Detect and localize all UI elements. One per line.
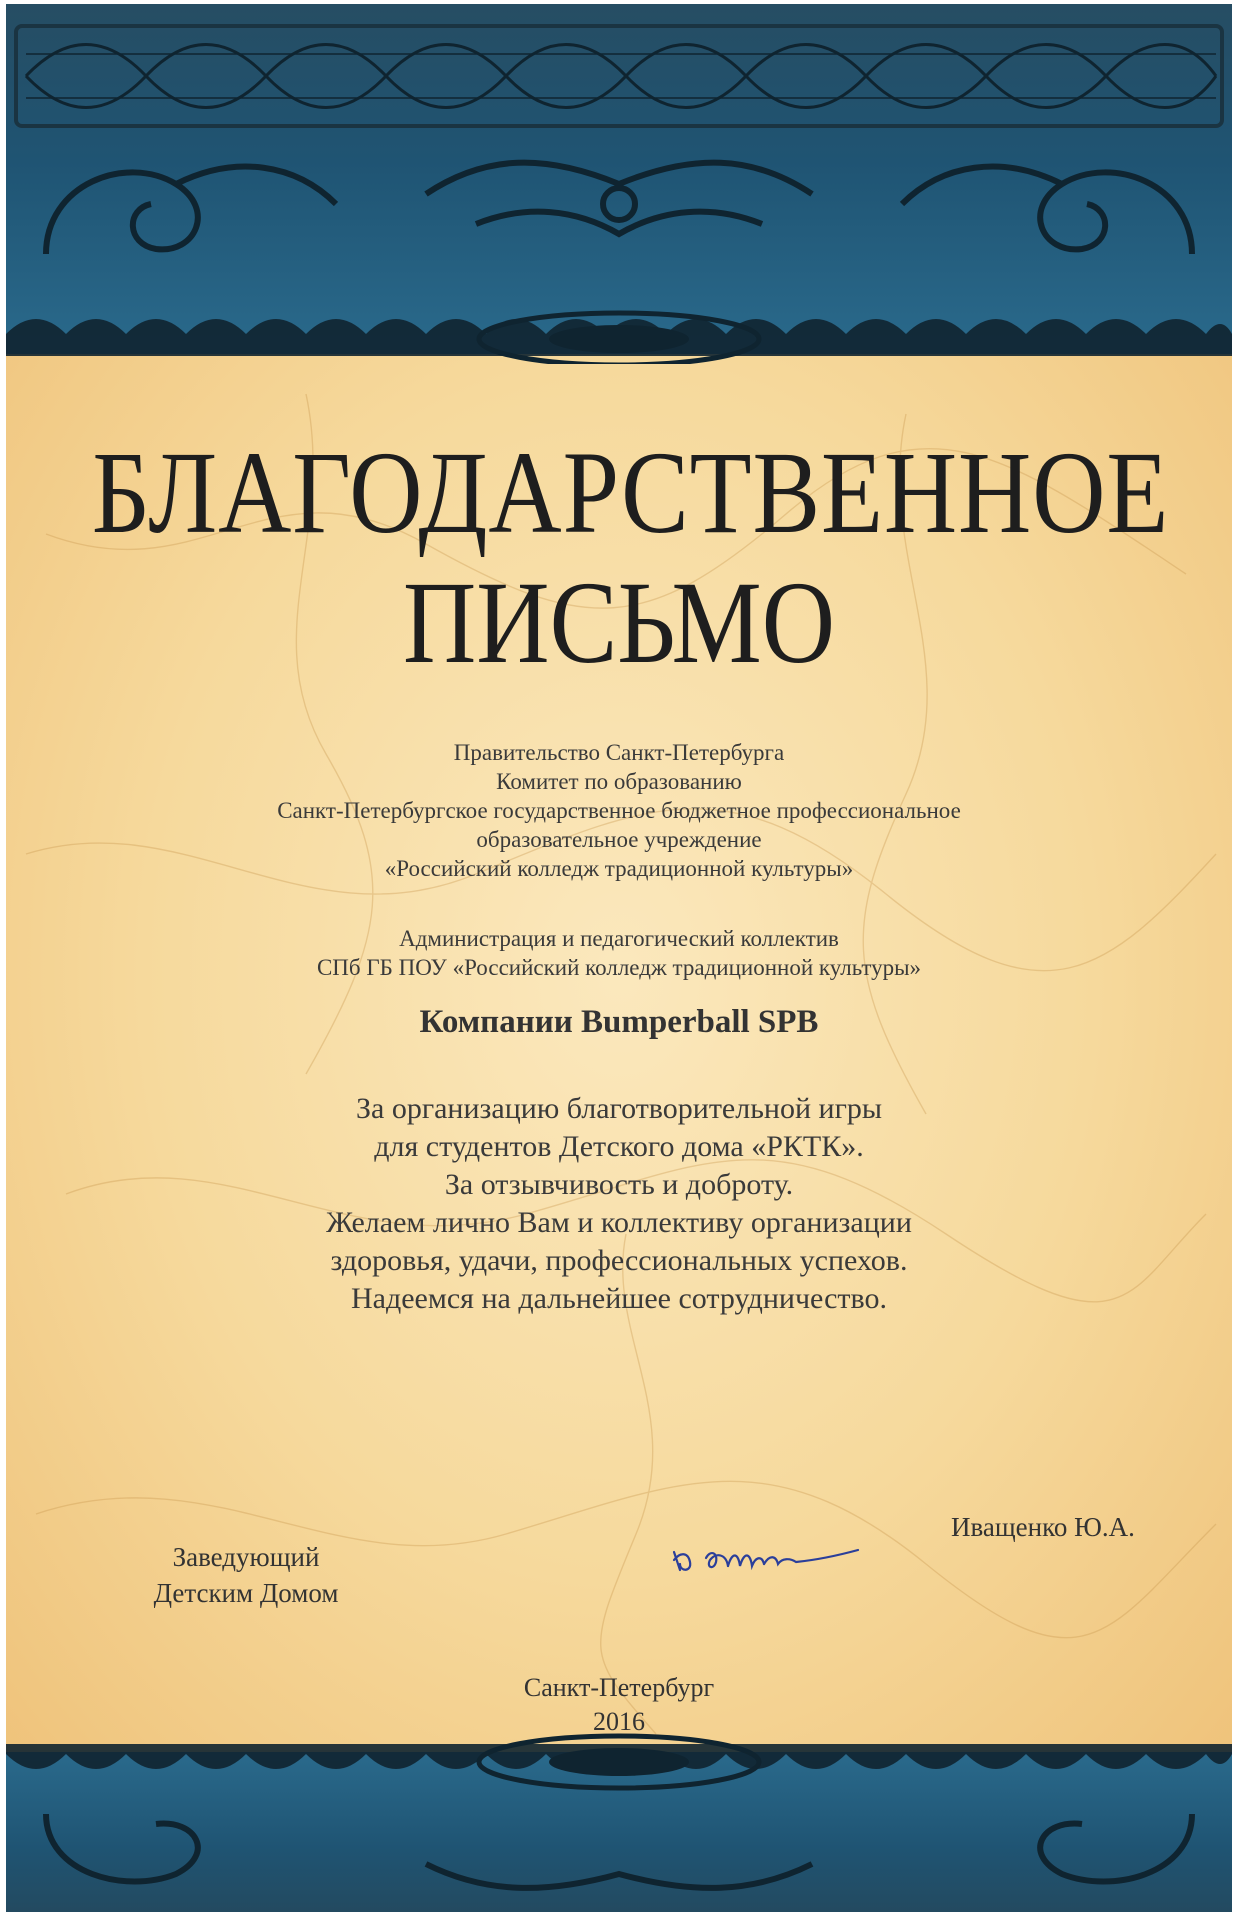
top-ornament — [6, 4, 1232, 364]
issuer-line: Санкт-Петербургское государственное бюджетное профессиональное — [277, 798, 961, 823]
position-line: Детским Домом — [153, 1578, 339, 1608]
signatory-name: Иващенко Ю.А. — [951, 1512, 1135, 1542]
gratitude-line: здоровья, удачи, профессиональных успехов. — [330, 1244, 908, 1277]
gratitude-line: За отзывчивость и доброту. — [444, 1168, 794, 1201]
issuer-line: Правительство Санкт-Петербурга — [453, 740, 785, 765]
certificate — [6, 4, 1232, 1912]
gratitude-line: За организацию благотворительной игры — [355, 1092, 883, 1125]
administration-block — [6, 924, 1232, 982]
gratitude-line: Желаем лично Вам и коллективу организации — [326, 1206, 912, 1239]
title-line-2: ПИСЬМО — [403, 557, 835, 688]
gratitude-line: Надеемся на дальнейшее сотрудничество. — [350, 1282, 887, 1315]
recipient: Компании Bumperball SPB — [419, 1004, 819, 1040]
administration-line: Администрация и педагогический коллектив — [399, 926, 839, 951]
position-line: Заведующий — [172, 1542, 320, 1572]
administration-line: СПб ГБ ПОУ «Российский колледж традиционной культуры» — [316, 955, 922, 980]
issuer-line: «Российский колледж традиционной культуры» — [384, 856, 854, 881]
handwritten-signature — [666, 1522, 866, 1582]
issuer-line: образовательное учреждение — [476, 827, 762, 852]
signatory-position — [116, 1539, 376, 1611]
issuer-line: Комитет по образованию — [496, 769, 742, 794]
bottom-ornament — [6, 1724, 1232, 1912]
gratitude-line: для студентов Детского дома «РКТК». — [374, 1130, 864, 1163]
gratitude-text — [6, 1090, 1232, 1318]
place: Санкт-Петербург — [523, 1673, 715, 1702]
issuer-block — [6, 738, 1232, 883]
year: 2016 — [593, 1707, 645, 1736]
title-line-1: БЛАГОДАРСТВЕННОЕ — [91, 427, 1170, 558]
